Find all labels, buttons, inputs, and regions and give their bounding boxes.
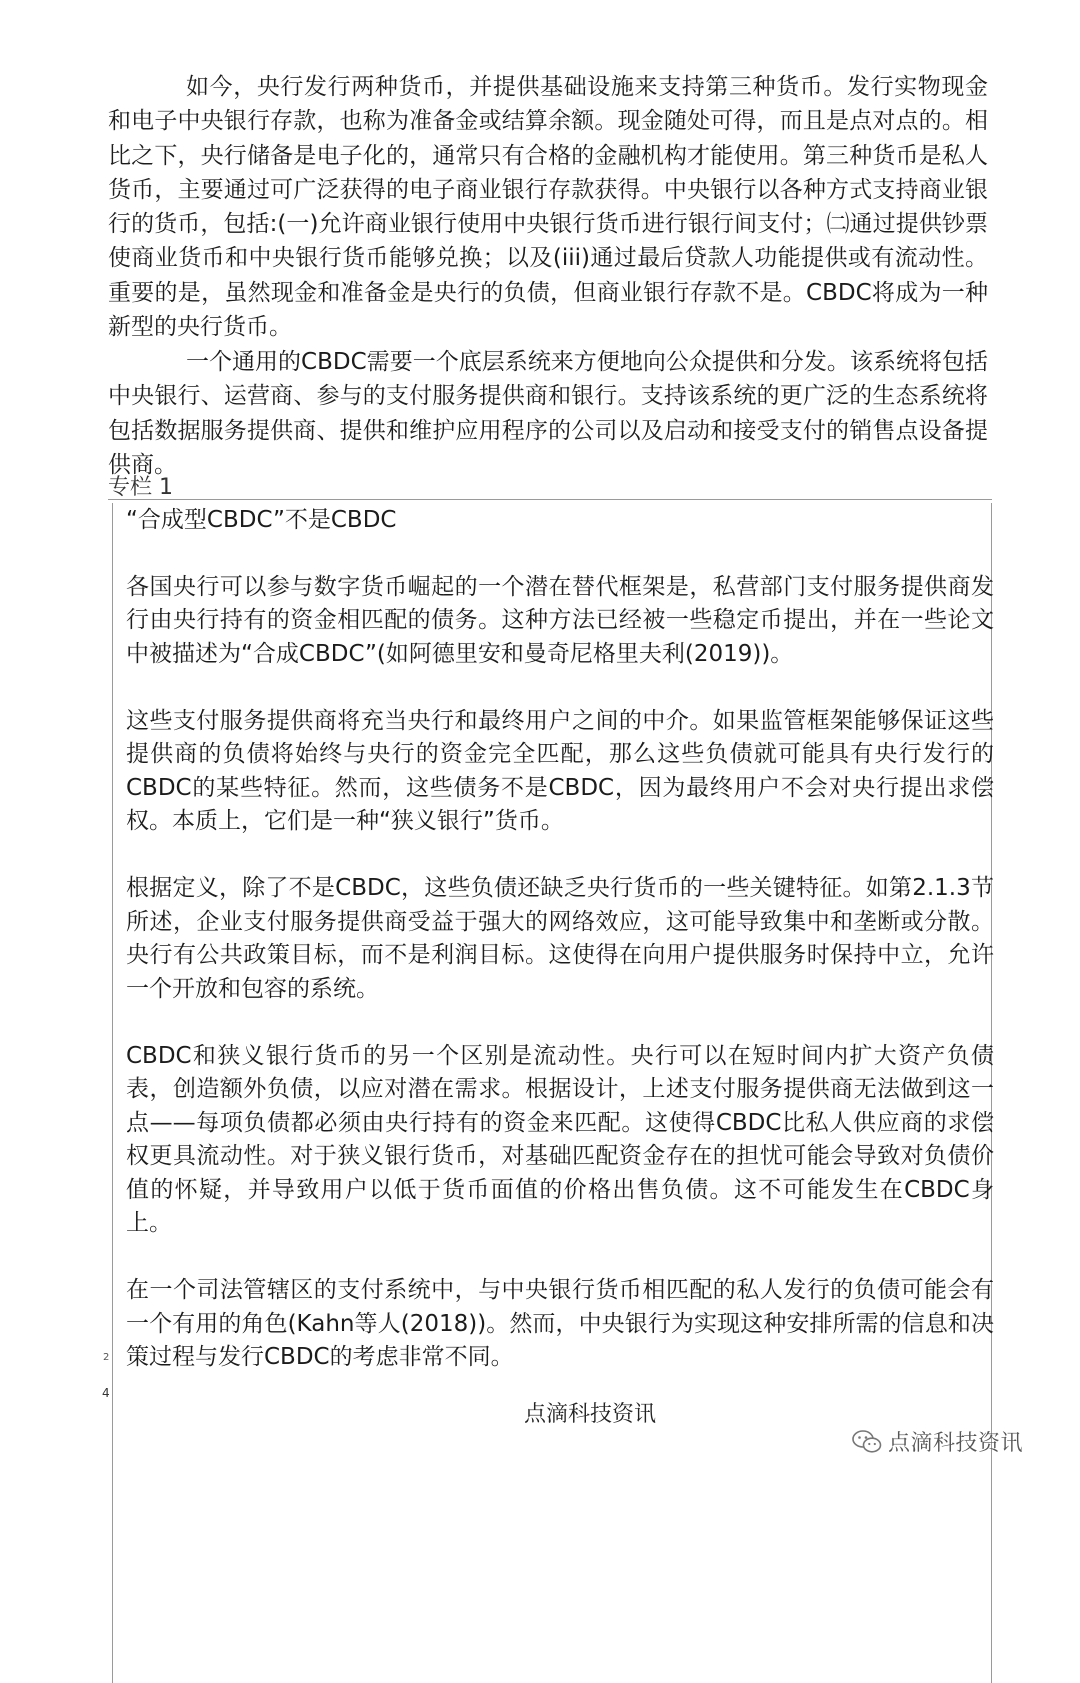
page-number: 4 bbox=[102, 1386, 110, 1400]
box-paragraph: CBDC和狭义银行货币的另一个区别是流动性。央行可以在短时间内扩大资产负债表，创造额外负债，以应对潜在需求。根据设计，上述支付服务提供商无法做到这一点——每项负债都必须由央行持有的资金来匹配。这使得CBDC比私人供应商的求偿权更具流动性。对于狭义银行货币，对基础匹配资金存在的担忧可能会导致对负债价值的怀疑，并导致用户以低于货币面值的价格出售负债。这不可能发生在CBDC身上。 bbox=[126, 1042, 994, 1236]
wechat-icon bbox=[852, 1429, 882, 1455]
footnote-mark: 2 bbox=[103, 1352, 110, 1363]
footer-title: 点滴科技资讯 bbox=[523, 1402, 656, 1427]
wechat-watermark bbox=[852, 1426, 1023, 1457]
box-paragraph: 根据定义，除了不是CBDC，这些负债还缺乏央行货币的一些关键特征。如第2.1.3节所述，企业支付服务提供商受益于强大的网络效应，这可能导致集中和垄断或分散。央行有公共政策目标，而不是利润目标。这使得在向用户提供服务时保持中立，允许一个开放和包容的系统。 bbox=[126, 875, 994, 1002]
intro-paragraph-1: 如今，央行发行两种货币，并提供基础设施来支持第三种货币。发行实物现金和电子中央银行存款，也称为准备金或结算余额。现金随处可得，而且是点对点的。相比之下，央行储备是电子化的，通常只有合格的金融机构才能使用。第三种货币是私人货币，主要通过可广泛获得的电子商业银行存款获得。中央银行以各种方式支持商业银行的货币，包括:(一)允许商业银行使用中央银行货币进行银行间支付；㈡通过提供钞票使商业货币和中央银行货币能够兑换；以及(iii)通过最后贷款人功能提供或有流动性。重要的是，虽然现金和准备金是央行的负债，但商业银行存款不是。CBDC将成为一种新型的央行货币。 bbox=[108, 74, 988, 341]
sidebar-box bbox=[126, 504, 994, 1408]
box-title: “合成型CBDC”不是CBDC bbox=[126, 507, 397, 533]
box-label: 专栏 1 bbox=[108, 475, 173, 500]
box-paragraph: 在一个司法管辖区的支付系统中，与中央银行货币相匹配的私人发行的负债可能会有一个有用的角色(Kahn等人(2018))。然而，中央银行为实现这种安排所需的信息和决策过程与发行CBDC的考虑非常不同。 bbox=[126, 1277, 994, 1370]
intro-paragraph-2: 一个通用的CBDC需要一个底层系统来方便地向公众提供和分发。该系统将包括中央银行、运营商、参与的支付服务提供商和银行。支持该系统的更广泛的生态系统将包括数据服务提供商、提供和维护应用程序的公司以及启动和接受支付的销售点设备提供商。 bbox=[108, 349, 988, 478]
box-divider bbox=[108, 499, 992, 500]
watermark-text: 点滴科技资讯 bbox=[888, 1431, 1024, 1456]
box-paragraph: 各国央行可以参与数字货币崛起的一个潜在替代框架是，私营部门支付服务提供商发行由央行持有的资金相匹配的债务。这种方法已经被一些稳定币提出，并在一些论文中被描述为“合成CBDC”(如阿德里安和曼奇尼格里夫利(2019))。 bbox=[126, 573, 994, 667]
box-paragraph: 这些支付服务提供商将充当央行和最终用户之间的中介。如果监管框架能够保证这些提供商的负债将始终与央行的资金完全匹配，那么这些负债就可能具有央行发行的CBDC的某些特征。然而，这些债务不是CBDC，因为最终用户不会对央行提出求偿权。本质上，它们是一种“狭义银行”货币。 bbox=[126, 707, 994, 834]
